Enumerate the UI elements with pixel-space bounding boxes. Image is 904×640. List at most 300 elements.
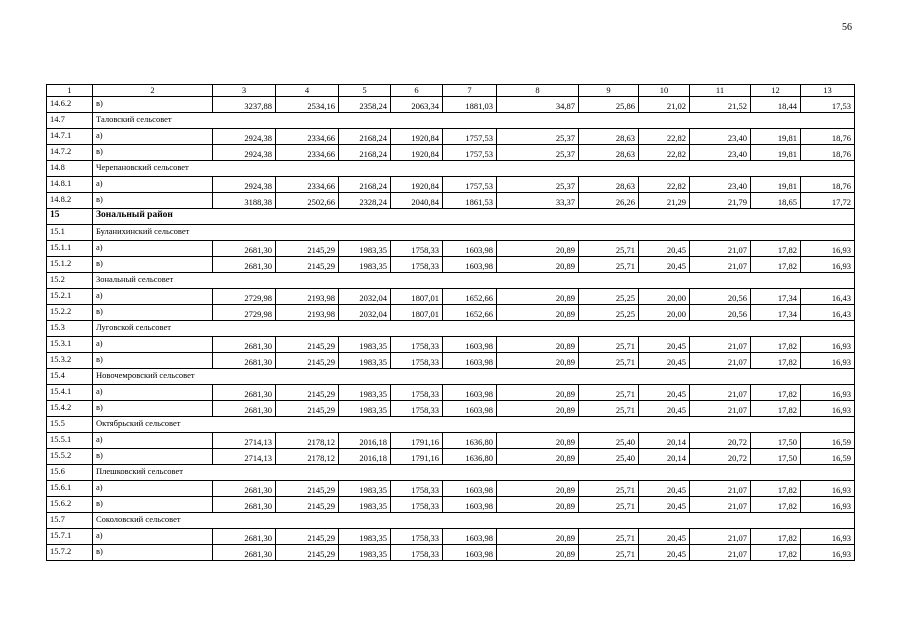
value-cell: 20,89 bbox=[497, 449, 579, 465]
value-cell: 25,71 bbox=[579, 481, 639, 497]
value-cell: 2016,18 bbox=[339, 433, 391, 449]
value-cell: 21,07 bbox=[690, 257, 751, 273]
value-cell: 2681,30 bbox=[213, 241, 276, 257]
value-cell: 21,07 bbox=[690, 385, 751, 401]
value-cell: 1603,98 bbox=[443, 241, 497, 257]
value-cell: 16,59 bbox=[801, 449, 855, 465]
column-header: 9 bbox=[579, 85, 639, 97]
value-cell: 2145,29 bbox=[276, 385, 339, 401]
value-cell: 20,14 bbox=[639, 449, 690, 465]
value-cell: 17,82 bbox=[751, 481, 801, 497]
value-cell: 2681,30 bbox=[213, 257, 276, 273]
value-cell: 1920,84 bbox=[391, 129, 443, 145]
value-cell: 1983,35 bbox=[339, 337, 391, 353]
value-cell: 20,45 bbox=[639, 481, 690, 497]
value-cell: 2534,16 bbox=[276, 97, 339, 113]
value-cell: 2681,30 bbox=[213, 529, 276, 545]
value-cell: 21,07 bbox=[690, 353, 751, 369]
value-cell: 25,71 bbox=[579, 529, 639, 545]
value-cell: 20,89 bbox=[497, 497, 579, 513]
value-cell: 2502,66 bbox=[276, 193, 339, 209]
value-cell: 1603,98 bbox=[443, 497, 497, 513]
value-cell: 25,71 bbox=[579, 337, 639, 353]
row-code: 15.1.1 bbox=[47, 241, 93, 257]
table-row bbox=[47, 545, 855, 561]
table-row bbox=[47, 481, 855, 497]
value-cell: 17,53 bbox=[801, 97, 855, 113]
value-cell: 21,52 bbox=[690, 97, 751, 113]
value-cell: 2016,18 bbox=[339, 449, 391, 465]
value-cell: 1983,35 bbox=[339, 401, 391, 417]
value-cell: 16,93 bbox=[801, 545, 855, 561]
value-cell: 20,72 bbox=[690, 449, 751, 465]
value-cell: 2681,30 bbox=[213, 545, 276, 561]
table-row bbox=[47, 449, 855, 465]
section-row bbox=[47, 321, 855, 337]
value-cell: 20,56 bbox=[690, 289, 751, 305]
value-cell: 17,82 bbox=[751, 545, 801, 561]
value-cell: 20,45 bbox=[639, 497, 690, 513]
section-row bbox=[47, 417, 855, 433]
value-cell: 17,82 bbox=[751, 241, 801, 257]
value-cell: 2681,30 bbox=[213, 401, 276, 417]
value-cell: 21,79 bbox=[690, 193, 751, 209]
section-row bbox=[47, 369, 855, 385]
value-cell: 20,89 bbox=[497, 257, 579, 273]
value-cell: 17,82 bbox=[751, 337, 801, 353]
value-cell: 1920,84 bbox=[391, 145, 443, 161]
section-row bbox=[47, 225, 855, 241]
value-cell: 2924,38 bbox=[213, 177, 276, 193]
value-cell: 2328,24 bbox=[339, 193, 391, 209]
section-row bbox=[47, 513, 855, 529]
value-cell: 28,63 bbox=[579, 145, 639, 161]
value-cell: 16,59 bbox=[801, 433, 855, 449]
value-cell: 20,89 bbox=[497, 433, 579, 449]
value-cell: 20,89 bbox=[497, 337, 579, 353]
row-label: а) bbox=[93, 385, 213, 401]
value-cell: 1791,16 bbox=[391, 449, 443, 465]
value-cell: 1603,98 bbox=[443, 337, 497, 353]
column-header: 1 bbox=[47, 85, 93, 97]
column-header: 5 bbox=[339, 85, 391, 97]
value-cell: 2334,66 bbox=[276, 129, 339, 145]
row-code: 15.7.2 bbox=[47, 545, 93, 561]
column-header: 12 bbox=[751, 85, 801, 97]
value-cell: 16,93 bbox=[801, 497, 855, 513]
value-cell: 17,82 bbox=[751, 497, 801, 513]
row-code: 15.2 bbox=[47, 273, 93, 289]
row-code: 15.6 bbox=[47, 465, 93, 481]
value-cell: 2063,34 bbox=[391, 97, 443, 113]
column-header: 3 bbox=[213, 85, 276, 97]
value-cell: 18,44 bbox=[751, 97, 801, 113]
value-cell: 2168,24 bbox=[339, 145, 391, 161]
value-cell: 21,02 bbox=[639, 97, 690, 113]
row-label: в) bbox=[93, 545, 213, 561]
value-cell: 1757,53 bbox=[443, 177, 497, 193]
section-row bbox=[47, 465, 855, 481]
value-cell: 2145,29 bbox=[276, 337, 339, 353]
value-cell: 2178,12 bbox=[276, 433, 339, 449]
value-cell: 20,45 bbox=[639, 385, 690, 401]
value-cell: 1758,33 bbox=[391, 385, 443, 401]
value-cell: 20,45 bbox=[639, 401, 690, 417]
value-cell: 20,45 bbox=[639, 353, 690, 369]
value-cell: 2714,13 bbox=[213, 433, 276, 449]
value-cell: 2924,38 bbox=[213, 129, 276, 145]
value-cell: 1636,80 bbox=[443, 433, 497, 449]
value-cell: 25,71 bbox=[579, 241, 639, 257]
section-title: Луговской сельсовет bbox=[93, 321, 855, 337]
value-cell: 2193,98 bbox=[276, 305, 339, 321]
value-cell: 16,93 bbox=[801, 337, 855, 353]
value-cell: 17,50 bbox=[751, 433, 801, 449]
value-cell: 25,71 bbox=[579, 545, 639, 561]
value-cell: 22,82 bbox=[639, 145, 690, 161]
value-cell: 1636,80 bbox=[443, 449, 497, 465]
value-cell: 25,37 bbox=[497, 129, 579, 145]
value-cell: 2681,30 bbox=[213, 337, 276, 353]
value-cell: 19,81 bbox=[751, 145, 801, 161]
row-code: 15.4.1 bbox=[47, 385, 93, 401]
row-code: 15.1.2 bbox=[47, 257, 93, 273]
value-cell: 20,00 bbox=[639, 305, 690, 321]
value-cell: 20,89 bbox=[497, 289, 579, 305]
value-cell: 25,25 bbox=[579, 289, 639, 305]
row-code: 15.5.2 bbox=[47, 449, 93, 465]
value-cell: 1652,66 bbox=[443, 289, 497, 305]
table-row bbox=[47, 497, 855, 513]
row-code: 15.5.1 bbox=[47, 433, 93, 449]
value-cell: 17,82 bbox=[751, 257, 801, 273]
row-code: 14.7 bbox=[47, 113, 93, 129]
value-cell: 20,45 bbox=[639, 257, 690, 273]
value-cell: 1807,01 bbox=[391, 305, 443, 321]
column-header: 7 bbox=[443, 85, 497, 97]
value-cell: 21,07 bbox=[690, 497, 751, 513]
value-cell: 2145,29 bbox=[276, 257, 339, 273]
value-cell: 17,82 bbox=[751, 529, 801, 545]
value-cell: 2681,30 bbox=[213, 497, 276, 513]
table-row bbox=[47, 353, 855, 369]
value-cell: 20,56 bbox=[690, 305, 751, 321]
row-code: 15.3.1 bbox=[47, 337, 93, 353]
row-code: 15.5 bbox=[47, 417, 93, 433]
row-code: 15.3 bbox=[47, 321, 93, 337]
value-cell: 2334,66 bbox=[276, 177, 339, 193]
row-code: 14.8.2 bbox=[47, 193, 93, 209]
value-cell: 1983,35 bbox=[339, 353, 391, 369]
value-cell: 1603,98 bbox=[443, 545, 497, 561]
row-label: в) bbox=[93, 145, 213, 161]
row-code: 15.6.1 bbox=[47, 481, 93, 497]
value-cell: 20,45 bbox=[639, 545, 690, 561]
value-cell: 17,50 bbox=[751, 449, 801, 465]
value-cell: 20,45 bbox=[639, 337, 690, 353]
value-cell: 1603,98 bbox=[443, 353, 497, 369]
value-cell: 26,26 bbox=[579, 193, 639, 209]
value-cell: 1983,35 bbox=[339, 545, 391, 561]
value-cell: 2040,84 bbox=[391, 193, 443, 209]
value-cell: 33,37 bbox=[497, 193, 579, 209]
value-cell: 19,81 bbox=[751, 129, 801, 145]
value-cell: 1603,98 bbox=[443, 529, 497, 545]
value-cell: 25,37 bbox=[497, 145, 579, 161]
value-cell: 20,89 bbox=[497, 385, 579, 401]
row-code: 15.7 bbox=[47, 513, 93, 529]
value-cell: 2145,29 bbox=[276, 241, 339, 257]
value-cell: 1881,03 bbox=[443, 97, 497, 113]
section-title: Зональный район bbox=[93, 209, 855, 225]
row-label: а) bbox=[93, 337, 213, 353]
table-row bbox=[47, 433, 855, 449]
value-cell: 20,89 bbox=[497, 529, 579, 545]
row-code: 15 bbox=[47, 209, 93, 225]
value-cell: 20,89 bbox=[497, 305, 579, 321]
value-cell: 16,93 bbox=[801, 529, 855, 545]
value-cell: 16,93 bbox=[801, 481, 855, 497]
row-code: 14.8.1 bbox=[47, 177, 93, 193]
row-code: 15.4 bbox=[47, 369, 93, 385]
value-cell: 1652,66 bbox=[443, 305, 497, 321]
value-cell: 2681,30 bbox=[213, 385, 276, 401]
value-cell: 1791,16 bbox=[391, 433, 443, 449]
value-cell: 22,82 bbox=[639, 129, 690, 145]
page-number: 56 bbox=[842, 22, 852, 33]
value-cell: 1603,98 bbox=[443, 481, 497, 497]
value-cell: 1603,98 bbox=[443, 385, 497, 401]
column-header: 11 bbox=[690, 85, 751, 97]
value-cell: 1920,84 bbox=[391, 177, 443, 193]
value-cell: 21,07 bbox=[690, 481, 751, 497]
value-cell: 1807,01 bbox=[391, 289, 443, 305]
row-label: а) bbox=[93, 289, 213, 305]
value-cell: 21,07 bbox=[690, 545, 751, 561]
value-cell: 2729,98 bbox=[213, 305, 276, 321]
value-cell: 25,71 bbox=[579, 385, 639, 401]
section-title: Новочемровский сельсовет bbox=[93, 369, 855, 385]
row-label: а) bbox=[93, 433, 213, 449]
table-row bbox=[47, 257, 855, 273]
value-cell: 2729,98 bbox=[213, 289, 276, 305]
row-label: в) bbox=[93, 257, 213, 273]
value-cell: 20,89 bbox=[497, 353, 579, 369]
section-title: Таловский сельсовет bbox=[93, 113, 855, 129]
value-cell: 21,29 bbox=[639, 193, 690, 209]
value-cell: 18,76 bbox=[801, 129, 855, 145]
value-cell: 1758,33 bbox=[391, 257, 443, 273]
value-cell: 16,93 bbox=[801, 241, 855, 257]
value-cell: 2145,29 bbox=[276, 353, 339, 369]
row-code: 15.7.1 bbox=[47, 529, 93, 545]
value-cell: 17,82 bbox=[751, 385, 801, 401]
column-header: 13 bbox=[801, 85, 855, 97]
row-label: а) bbox=[93, 481, 213, 497]
value-cell: 25,71 bbox=[579, 353, 639, 369]
section-title: Черепановский сельсовет bbox=[93, 161, 855, 177]
value-cell: 22,82 bbox=[639, 177, 690, 193]
table-row bbox=[47, 529, 855, 545]
table-row bbox=[47, 97, 855, 113]
header-row bbox=[47, 85, 855, 97]
section-row bbox=[47, 273, 855, 289]
value-cell: 25,86 bbox=[579, 97, 639, 113]
column-header: 8 bbox=[497, 85, 579, 97]
value-cell: 17,72 bbox=[801, 193, 855, 209]
value-cell: 1983,35 bbox=[339, 385, 391, 401]
value-cell: 17,82 bbox=[751, 353, 801, 369]
value-cell: 16,43 bbox=[801, 289, 855, 305]
column-header: 4 bbox=[276, 85, 339, 97]
value-cell: 25,71 bbox=[579, 257, 639, 273]
value-cell: 2334,66 bbox=[276, 145, 339, 161]
table-row bbox=[47, 337, 855, 353]
table-body bbox=[47, 97, 855, 561]
value-cell: 25,40 bbox=[579, 433, 639, 449]
row-label: в) bbox=[93, 353, 213, 369]
value-cell: 28,63 bbox=[579, 177, 639, 193]
value-cell: 2032,04 bbox=[339, 305, 391, 321]
row-code: 15.3.2 bbox=[47, 353, 93, 369]
table-row bbox=[47, 385, 855, 401]
value-cell: 3237,88 bbox=[213, 97, 276, 113]
value-cell: 2681,30 bbox=[213, 481, 276, 497]
value-cell: 25,71 bbox=[579, 401, 639, 417]
value-cell: 20,89 bbox=[497, 401, 579, 417]
column-header: 10 bbox=[639, 85, 690, 97]
row-code: 14.8 bbox=[47, 161, 93, 177]
value-cell: 3188,38 bbox=[213, 193, 276, 209]
value-cell: 1757,53 bbox=[443, 129, 497, 145]
row-code: 15.2.1 bbox=[47, 289, 93, 305]
value-cell: 2924,38 bbox=[213, 145, 276, 161]
value-cell: 16,93 bbox=[801, 401, 855, 417]
value-cell: 20,89 bbox=[497, 545, 579, 561]
value-cell: 2193,98 bbox=[276, 289, 339, 305]
section-title: Соколовский сельсовет bbox=[93, 513, 855, 529]
value-cell: 1983,35 bbox=[339, 241, 391, 257]
value-cell: 1983,35 bbox=[339, 481, 391, 497]
table-row bbox=[47, 289, 855, 305]
value-cell: 21,07 bbox=[690, 337, 751, 353]
value-cell: 28,63 bbox=[579, 129, 639, 145]
value-cell: 2178,12 bbox=[276, 449, 339, 465]
value-cell: 1983,35 bbox=[339, 257, 391, 273]
table-row bbox=[47, 241, 855, 257]
section-title: Октябрьский сельсовет bbox=[93, 417, 855, 433]
value-cell: 2681,30 bbox=[213, 353, 276, 369]
row-label: в) bbox=[93, 449, 213, 465]
value-cell: 21,07 bbox=[690, 529, 751, 545]
row-label: в) bbox=[93, 401, 213, 417]
value-cell: 1758,33 bbox=[391, 401, 443, 417]
row-label: в) bbox=[93, 193, 213, 209]
value-cell: 1758,33 bbox=[391, 241, 443, 257]
value-cell: 17,34 bbox=[751, 289, 801, 305]
value-cell: 25,25 bbox=[579, 305, 639, 321]
value-cell: 20,89 bbox=[497, 481, 579, 497]
value-cell: 23,40 bbox=[690, 177, 751, 193]
value-cell: 1758,33 bbox=[391, 529, 443, 545]
value-cell: 16,43 bbox=[801, 305, 855, 321]
value-cell: 18,65 bbox=[751, 193, 801, 209]
table-row bbox=[47, 145, 855, 161]
value-cell: 20,89 bbox=[497, 241, 579, 257]
table-row bbox=[47, 401, 855, 417]
value-cell: 1861,53 bbox=[443, 193, 497, 209]
value-cell: 20,45 bbox=[639, 529, 690, 545]
value-cell: 1758,33 bbox=[391, 545, 443, 561]
section-title: Буланихинский сельсовет bbox=[93, 225, 855, 241]
row-code: 15.4.2 bbox=[47, 401, 93, 417]
value-cell: 1758,33 bbox=[391, 481, 443, 497]
row-label: в) bbox=[93, 305, 213, 321]
value-cell: 20,72 bbox=[690, 433, 751, 449]
value-cell: 20,14 bbox=[639, 433, 690, 449]
row-label: а) bbox=[93, 241, 213, 257]
row-code: 14.6.2 bbox=[47, 97, 93, 113]
value-cell: 17,82 bbox=[751, 401, 801, 417]
value-cell: 18,76 bbox=[801, 177, 855, 193]
value-cell: 21,07 bbox=[690, 241, 751, 257]
value-cell: 34,87 bbox=[497, 97, 579, 113]
value-cell: 16,93 bbox=[801, 257, 855, 273]
value-cell: 21,07 bbox=[690, 401, 751, 417]
section-row bbox=[47, 209, 855, 225]
table-row bbox=[47, 305, 855, 321]
value-cell: 1603,98 bbox=[443, 257, 497, 273]
value-cell: 16,93 bbox=[801, 385, 855, 401]
value-cell: 1757,53 bbox=[443, 145, 497, 161]
value-cell: 18,76 bbox=[801, 145, 855, 161]
value-cell: 2168,24 bbox=[339, 177, 391, 193]
value-cell: 1983,35 bbox=[339, 497, 391, 513]
value-cell: 2145,29 bbox=[276, 545, 339, 561]
tariff-table bbox=[46, 84, 855, 561]
value-cell: 20,00 bbox=[639, 289, 690, 305]
section-title: Зональный сельсовет bbox=[93, 273, 855, 289]
value-cell: 25,37 bbox=[497, 177, 579, 193]
value-cell: 23,40 bbox=[690, 145, 751, 161]
row-code: 14.7.2 bbox=[47, 145, 93, 161]
table-row bbox=[47, 129, 855, 145]
value-cell: 2145,29 bbox=[276, 481, 339, 497]
value-cell: 1758,33 bbox=[391, 337, 443, 353]
value-cell: 2168,24 bbox=[339, 129, 391, 145]
value-cell: 1603,98 bbox=[443, 401, 497, 417]
value-cell: 25,71 bbox=[579, 497, 639, 513]
table-row bbox=[47, 177, 855, 193]
row-label: а) bbox=[93, 529, 213, 545]
row-code: 14.7.1 bbox=[47, 129, 93, 145]
row-label: в) bbox=[93, 97, 213, 113]
column-header: 2 bbox=[93, 85, 213, 97]
section-title: Плешковский сельсовет bbox=[93, 465, 855, 481]
value-cell: 2145,29 bbox=[276, 529, 339, 545]
section-row bbox=[47, 161, 855, 177]
row-label: в) bbox=[93, 497, 213, 513]
section-row bbox=[47, 113, 855, 129]
value-cell: 2145,29 bbox=[276, 497, 339, 513]
row-code: 15.2.2 bbox=[47, 305, 93, 321]
value-cell: 2714,13 bbox=[213, 449, 276, 465]
value-cell: 23,40 bbox=[690, 129, 751, 145]
value-cell: 17,34 bbox=[751, 305, 801, 321]
value-cell: 1758,33 bbox=[391, 353, 443, 369]
value-cell: 16,93 bbox=[801, 353, 855, 369]
value-cell: 19,81 bbox=[751, 177, 801, 193]
